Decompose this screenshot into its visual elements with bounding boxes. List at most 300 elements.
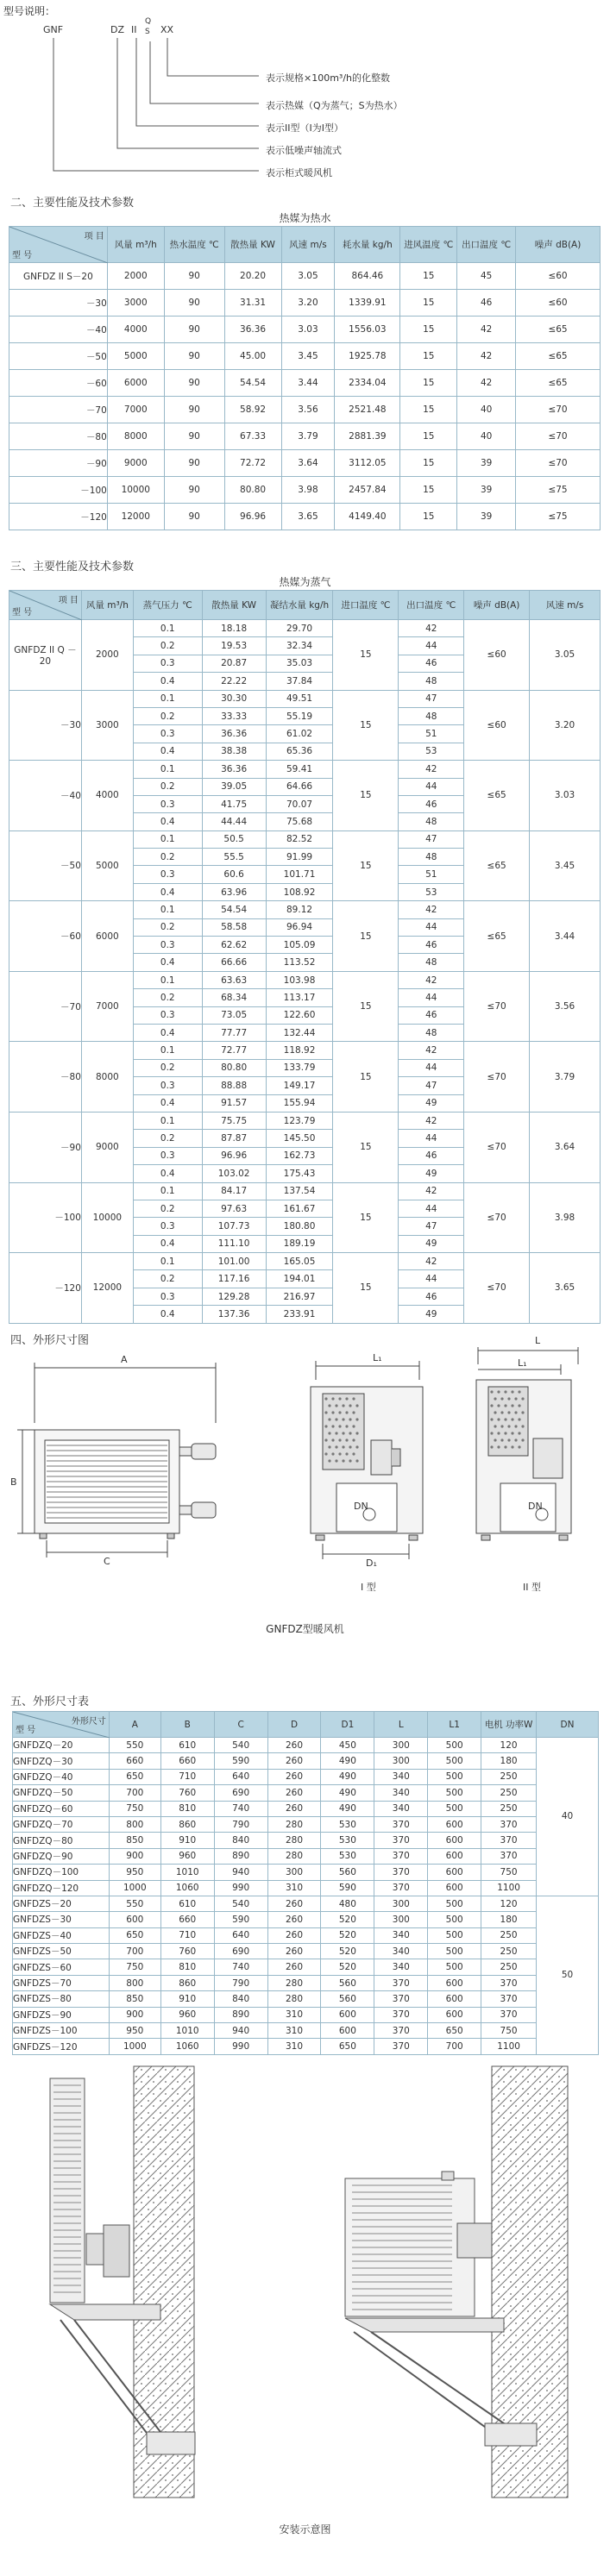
heat-cell: 87.87	[202, 1130, 266, 1147]
table-cell: 950	[109, 1865, 160, 1880]
table-cell: 250	[481, 1785, 537, 1801]
temp-out-cell: 49	[399, 1306, 464, 1323]
coil-dot	[328, 1404, 330, 1407]
table-cell: 490	[321, 1785, 374, 1801]
heat-cell: 66.66	[202, 954, 266, 971]
table-cell: 860	[160, 1816, 214, 1832]
table-cell: 1060	[160, 1880, 214, 1896]
row-header: 型 号	[12, 608, 33, 617]
table-row	[13, 1801, 599, 1816]
condensate-cell: 101.71	[266, 866, 333, 883]
heat-cell: 97.63	[202, 1200, 266, 1217]
model-cell: GNFDZS－40	[13, 1927, 110, 1943]
temp-out-cell: 46	[399, 937, 464, 954]
coil-dot	[345, 1411, 348, 1413]
table-cell: 530	[321, 1816, 374, 1832]
model-desc-title: 型号说明：	[3, 5, 56, 17]
temp-out-cell: 44	[399, 1200, 464, 1217]
table-cell: 690	[214, 1944, 267, 1959]
model-desc-line: 表示规格×100m³/h的化整数	[266, 72, 391, 84]
steam-table	[9, 590, 601, 1324]
table-cell: 260	[267, 1927, 321, 1943]
model-cell: GNFDZQ－50	[13, 1785, 110, 1801]
dim-l1-label: L₁	[373, 1352, 382, 1363]
pressure-cell: 0.2	[133, 637, 202, 655]
model-cell: GNFDZQ－90	[13, 1848, 110, 1864]
condensate-cell: 180.80	[266, 1218, 333, 1235]
temp-in-cell: 15	[333, 690, 399, 761]
coil-dot	[345, 1397, 348, 1400]
section-3-title: 三、主要性能及技术参数	[10, 561, 135, 573]
condensate-cell: 49.51	[266, 690, 333, 707]
heat-cell: 54.54	[202, 901, 266, 918]
heat-cell: 111.10	[202, 1235, 266, 1252]
table-cell: 550	[109, 1896, 160, 1911]
temp-out-cell: 51	[399, 866, 464, 883]
pressure-cell: 0.3	[133, 655, 202, 672]
condensate-cell: 133.79	[266, 1059, 333, 1076]
coil-dot	[507, 1425, 510, 1427]
flow-cell: 9000	[81, 1112, 133, 1182]
condensate-cell: 108.92	[266, 883, 333, 900]
table-cell: 370	[374, 1833, 428, 1848]
coil-dot	[511, 1418, 513, 1420]
table-cell: 370	[374, 1975, 428, 1990]
table-cell: 2000	[107, 263, 164, 290]
table-cell: 260	[267, 1769, 321, 1784]
table-cell: 3.03	[281, 317, 335, 343]
table-cell: 1010	[160, 1865, 214, 1880]
table-cell: 280	[267, 1816, 321, 1832]
model-cell: GNFDZS－60	[13, 1959, 110, 1975]
model-cell: －60	[9, 370, 108, 397]
coil-dot	[349, 1445, 351, 1448]
table-cell: 850	[109, 1991, 160, 2007]
temp-out-cell: 47	[399, 830, 464, 848]
table-cell: 640	[214, 1927, 267, 1943]
table-cell: 260	[267, 1785, 321, 1801]
table-cell: 3.45	[281, 343, 335, 370]
pressure-cell: 0.4	[133, 1306, 202, 1323]
table-row	[9, 450, 601, 477]
coil-dot	[521, 1425, 524, 1427]
table-cell: 90	[164, 263, 224, 290]
table-cell: 260	[267, 1753, 321, 1769]
table-row	[9, 830, 601, 848]
col-header: 散热量 KW	[224, 227, 281, 263]
coil-dot	[490, 1445, 493, 1448]
table-row	[13, 1753, 599, 1769]
table-cell: 740	[214, 1801, 267, 1816]
coil-dot	[494, 1438, 496, 1441]
model-code-leader-lines	[0, 0, 311, 181]
table-cell: 310	[267, 2023, 321, 2039]
coil-dot	[338, 1397, 341, 1400]
table-row	[13, 1785, 599, 1801]
coil-dot	[497, 1404, 500, 1407]
table-cell: 5000	[107, 343, 164, 370]
temp-out-cell: 42	[399, 1112, 464, 1129]
temp-out-cell: 44	[399, 637, 464, 655]
pressure-cell: 0.3	[133, 1288, 202, 1305]
heat-cell: 18.18	[202, 620, 266, 637]
noise-cell: ≤65	[464, 901, 530, 972]
temp-out-cell: 48	[399, 813, 464, 830]
table-cell: 1000	[109, 2039, 160, 2054]
table-cell: 890	[214, 1848, 267, 1864]
section-4-caption: GNFDZ型暖风机	[266, 1623, 344, 1635]
table-cell: 860	[160, 1975, 214, 1990]
heat-cell: 20.87	[202, 655, 266, 672]
pressure-cell: 0.3	[133, 866, 202, 883]
coil-dot	[328, 1445, 330, 1448]
type1-label: I 型	[361, 1582, 376, 1593]
pressure-cell: 0.4	[133, 743, 202, 760]
model-cell: GNFDZQ－80	[13, 1833, 110, 1848]
table-cell: 20.20	[224, 263, 281, 290]
heat-cell: 63.63	[202, 971, 266, 988]
coil-dot	[335, 1445, 337, 1448]
table-cell: 520	[321, 1959, 374, 1975]
dimension-table	[12, 1711, 599, 2055]
hot-water-table	[9, 226, 601, 530]
coil-dot	[352, 1425, 355, 1427]
flow-cell: 12000	[81, 1253, 133, 1324]
condensate-cell: 189.19	[266, 1235, 333, 1252]
table-cell: 610	[160, 1896, 214, 1911]
pressure-cell: 0.2	[133, 1270, 202, 1288]
coil-dot	[500, 1397, 503, 1400]
table-row	[9, 504, 601, 530]
temp-out-cell: 44	[399, 1059, 464, 1076]
model-cell: GNFDZS－70	[13, 1975, 110, 1990]
col-header: D1	[321, 1712, 374, 1738]
col-header: 风量 m³/h	[81, 591, 133, 620]
heat-cell: 58.58	[202, 918, 266, 936]
table-cell: 810	[160, 1801, 214, 1816]
heat-cell: 36.36	[202, 761, 266, 778]
col-header: D	[267, 1712, 321, 1738]
pressure-cell: 0.1	[133, 1042, 202, 1059]
coil-dot	[342, 1404, 344, 1407]
coil-dot	[335, 1459, 337, 1462]
condensate-cell: 123.79	[266, 1112, 333, 1129]
table-cell: 520	[321, 1944, 374, 1959]
table-cell: ≤70	[516, 450, 601, 477]
coil-dot	[342, 1459, 344, 1462]
table-cell: 7000	[107, 397, 164, 423]
pressure-cell: 0.1	[133, 901, 202, 918]
table-cell: 260	[267, 1738, 321, 1753]
table-cell: 370	[374, 2023, 428, 2039]
table-cell: 690	[214, 1785, 267, 1801]
temp-out-cell: 47	[399, 1077, 464, 1094]
heat-cell: 50.5	[202, 830, 266, 848]
table-cell: 58.92	[224, 397, 281, 423]
heat-cell: 68.34	[202, 989, 266, 1006]
table-cell: 610	[160, 1738, 214, 1753]
table-cell: 660	[160, 1912, 214, 1927]
temp-out-cell: 48	[399, 954, 464, 971]
dn-cell: 40	[537, 1738, 599, 1896]
table-cell: 700	[109, 1944, 160, 1959]
section-2-caption: 热媒为热水	[279, 212, 331, 224]
table-cell: 1100	[481, 2039, 537, 2054]
col-header: L1	[428, 1712, 481, 1738]
table-cell: 31.31	[224, 290, 281, 317]
pressure-cell: 0.1	[133, 620, 202, 637]
coil-dot	[349, 1404, 351, 1407]
coil-dot	[338, 1452, 341, 1455]
table-cell: 640	[214, 1769, 267, 1784]
heat-cell: 137.36	[202, 1306, 266, 1323]
table-cell: 36.36	[224, 317, 281, 343]
table-cell: 12000	[107, 504, 164, 530]
coil-dot	[349, 1418, 351, 1420]
pressure-cell: 0.4	[133, 954, 202, 971]
table-cell: 15	[400, 423, 457, 450]
temp-in-cell: 15	[333, 1042, 399, 1113]
table-cell: 90	[164, 504, 224, 530]
condensate-cell: 103.98	[266, 971, 333, 988]
heat-cell: 36.36	[202, 725, 266, 743]
table-row	[13, 1880, 599, 1896]
table-cell: 1556.03	[335, 317, 400, 343]
table-cell: 90	[164, 343, 224, 370]
table-row	[13, 1975, 599, 1990]
table-cell: 3.05	[281, 263, 335, 290]
noise-cell: ≤70	[464, 1042, 530, 1113]
pressure-cell: 0.3	[133, 937, 202, 954]
table-cell: 370	[481, 1848, 537, 1864]
table-cell: 340	[374, 1944, 428, 1959]
pressure-cell: 0.2	[133, 1059, 202, 1076]
temp-in-cell: 15	[333, 1182, 399, 1253]
coil-dot	[500, 1411, 503, 1413]
heat-cell: 84.17	[202, 1182, 266, 1200]
table-cell: 3.44	[281, 370, 335, 397]
temp-in-cell: 15	[333, 620, 399, 691]
table-cell: 260	[267, 1944, 321, 1959]
speed-cell: 3.03	[530, 761, 601, 831]
pressure-cell: 0.4	[133, 813, 202, 830]
table-cell: 3.20	[281, 290, 335, 317]
coil-dot	[504, 1432, 506, 1434]
table-cell: 180	[481, 1912, 537, 1927]
pressure-cell: 0.2	[133, 778, 202, 795]
dim-d1-label: D₁	[366, 1558, 377, 1569]
table-cell: 300	[374, 1738, 428, 1753]
pressure-cell: 0.4	[133, 1165, 202, 1182]
col-header: 热水温度 ℃	[164, 227, 224, 263]
condensate-cell: 145.50	[266, 1130, 333, 1147]
model-cell: GNFDZQ－70	[13, 1816, 110, 1832]
table-cell: 890	[214, 2007, 267, 2022]
table-cell: 600	[428, 2007, 481, 2022]
table-cell: 800	[109, 1975, 160, 1990]
table-row	[13, 1833, 599, 1848]
condensate-cell: 175.43	[266, 1165, 333, 1182]
condensate-cell: 55.19	[266, 707, 333, 724]
condensate-cell: 91.99	[266, 849, 333, 866]
table-cell: 120	[481, 1738, 537, 1753]
table-cell: 1010	[160, 2023, 214, 2039]
coil-dot	[494, 1397, 496, 1400]
side-view-type2-svg	[466, 1345, 610, 1578]
table-cell: 750	[481, 2023, 537, 2039]
table-cell: 370	[481, 2007, 537, 2022]
coil-dot	[490, 1432, 493, 1434]
model-cell: －30	[9, 290, 108, 317]
table-cell: 370	[374, 1848, 428, 1864]
coil-dot	[331, 1452, 334, 1455]
condensate-cell: 165.05	[266, 1253, 333, 1270]
table-cell: 500	[428, 1944, 481, 1959]
coil-dot	[514, 1397, 517, 1400]
table-cell: 15	[400, 290, 457, 317]
table-cell: 370	[374, 1865, 428, 1880]
table-row	[9, 263, 601, 290]
heat-cell: 80.80	[202, 1059, 266, 1076]
table-row	[13, 1816, 599, 1832]
col-header: 进口温度 ℃	[333, 591, 399, 620]
table-row	[9, 1182, 601, 1200]
coil-dot	[328, 1459, 330, 1462]
col-header: 散热量 KW	[202, 591, 266, 620]
flow-cell: 7000	[81, 971, 133, 1042]
speed-cell: 3.20	[530, 690, 601, 761]
table-cell: 840	[214, 1991, 267, 2007]
coil-dot	[335, 1418, 337, 1420]
heat-cell: 62.62	[202, 937, 266, 954]
table-cell: 250	[481, 1944, 537, 1959]
table-cell: 54.54	[224, 370, 281, 397]
model-cell: －40	[9, 317, 108, 343]
col-header: 耗水量 kg/h	[335, 227, 400, 263]
coil-dot	[338, 1438, 341, 1441]
table-cell: 1060	[160, 2039, 214, 2054]
col-header: C	[214, 1712, 267, 1738]
table-cell: 960	[160, 2007, 214, 2022]
table-row	[9, 343, 601, 370]
dn-cell: 50	[537, 1896, 599, 2054]
table-cell: 40	[457, 423, 516, 450]
table-cell: 3.56	[281, 397, 335, 423]
table-cell: 590	[321, 1880, 374, 1896]
table-row	[9, 290, 601, 317]
table-cell: 340	[374, 1959, 428, 1975]
temp-out-cell: 48	[399, 1024, 464, 1041]
coil-dot	[349, 1432, 351, 1434]
model-cell: －120	[9, 504, 108, 530]
speed-cell: 3.05	[530, 620, 601, 691]
table-cell: 600	[428, 1816, 481, 1832]
coil-dot	[345, 1438, 348, 1441]
table-cell: 370	[481, 1816, 537, 1832]
temp-out-cell: 47	[399, 690, 464, 707]
heat-cell: 30.30	[202, 690, 266, 707]
model-cell: －90	[9, 1112, 82, 1182]
table-row	[9, 901, 601, 918]
coil-dot	[490, 1390, 493, 1393]
coil-dot	[504, 1445, 506, 1448]
table-cell: 310	[267, 2039, 321, 2054]
coil-dot	[497, 1432, 500, 1434]
coil-dot	[511, 1445, 513, 1448]
pressure-cell: 0.2	[133, 1130, 202, 1147]
heat-cell: 33.33	[202, 707, 266, 724]
condensate-cell: 194.01	[266, 1270, 333, 1288]
col-header: 外形尺寸	[71, 1717, 106, 1727]
table-cell: 650	[321, 2039, 374, 2054]
table-cell: 600	[428, 1833, 481, 1848]
model-cell: －50	[9, 830, 82, 901]
coil-dot	[494, 1425, 496, 1427]
table-row	[9, 423, 601, 450]
table-cell: 15	[400, 450, 457, 477]
table-cell: 650	[109, 1769, 160, 1784]
table-cell: 600	[428, 1975, 481, 1990]
flow-cell: 5000	[81, 830, 133, 901]
temp-out-cell: 48	[399, 849, 464, 866]
condensate-cell: 61.02	[266, 725, 333, 743]
table-cell: 370	[374, 1991, 428, 2007]
temp-in-cell: 15	[333, 761, 399, 831]
table-cell: 39	[457, 450, 516, 477]
table-cell: 710	[160, 1769, 214, 1784]
table-cell: 960	[160, 1848, 214, 1864]
coil-dot	[518, 1390, 520, 1393]
flow-cell: 6000	[81, 901, 133, 972]
pressure-cell: 0.1	[133, 761, 202, 778]
table-cell: 500	[428, 1801, 481, 1816]
model-code-part: XX	[160, 24, 174, 35]
table-row	[9, 397, 601, 423]
table-cell: 590	[214, 1753, 267, 1769]
heat-cell: 103.02	[202, 1165, 266, 1182]
col-header: 蒸气压力 ℃	[133, 591, 202, 620]
table-row	[9, 477, 601, 504]
table-cell: 250	[481, 1769, 537, 1784]
table-row	[9, 317, 601, 343]
table-cell: 280	[267, 1975, 321, 1990]
table-cell: 840	[214, 1833, 267, 1848]
noise-cell: ≤65	[464, 830, 530, 901]
section-3-caption: 热媒为蒸气	[279, 576, 331, 588]
col-header: 项 目	[58, 596, 79, 605]
coil-dot	[328, 1418, 330, 1420]
coil-dot	[324, 1438, 327, 1441]
table-cell: 300	[374, 1912, 428, 1927]
pressure-cell: 0.2	[133, 707, 202, 724]
condensate-cell: 161.67	[266, 1200, 333, 1217]
table-cell: 3.79	[281, 423, 335, 450]
table-cell: 490	[321, 1753, 374, 1769]
pressure-cell: 0.3	[133, 1218, 202, 1235]
temp-out-cell: 42	[399, 1253, 464, 1270]
pressure-cell: 0.1	[133, 1182, 202, 1200]
coil-dot	[331, 1438, 334, 1441]
table-cell: 800	[109, 1816, 160, 1832]
heat-cell: 77.77	[202, 1024, 266, 1041]
table-cell: 45	[457, 263, 516, 290]
condensate-cell: 64.66	[266, 778, 333, 795]
table-cell: 500	[428, 1785, 481, 1801]
model-cell: －80	[9, 1042, 82, 1113]
table-cell: 3000	[107, 290, 164, 317]
coil-dot	[345, 1452, 348, 1455]
temp-out-cell: 44	[399, 918, 464, 936]
